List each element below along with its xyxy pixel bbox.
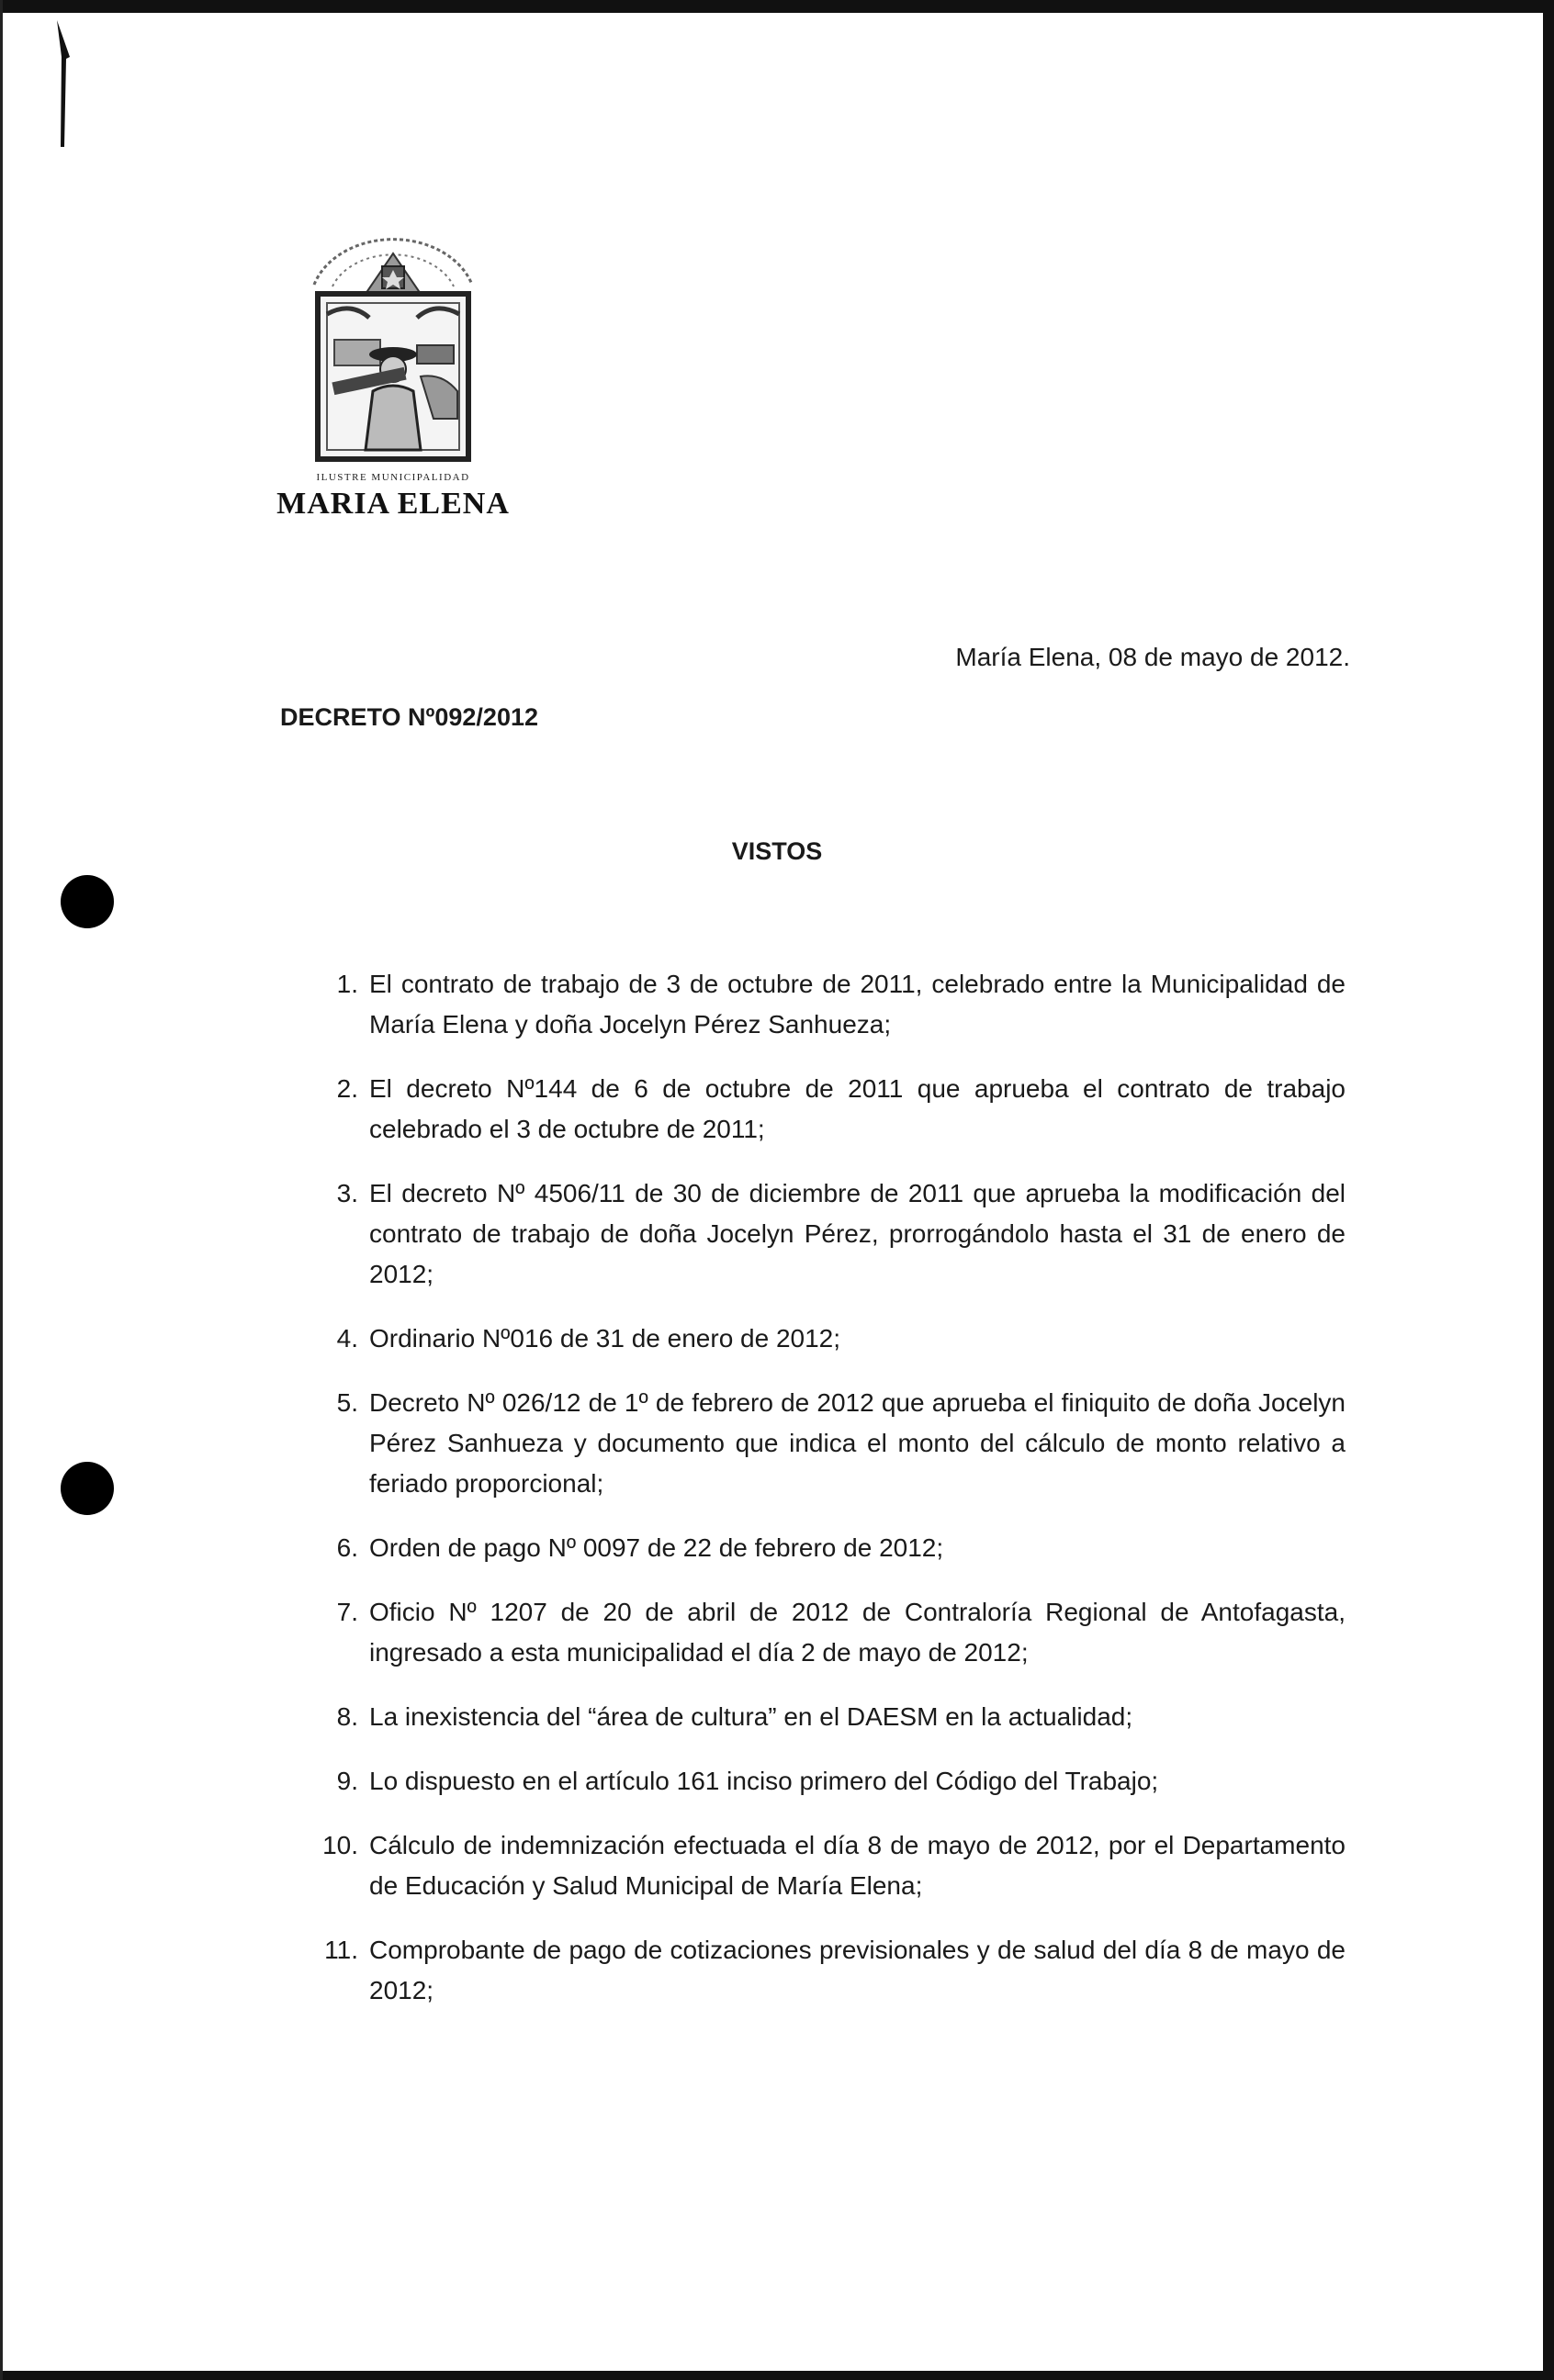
list-item — [303, 1592, 1346, 1673]
list-item-text: Ordinario Nº016 de 31 de enero de 2012; — [369, 1324, 841, 1353]
list-item-text: La inexistencia del “área de cultura” en el DAESM en la actualidad; — [369, 1702, 1133, 1731]
list-item-number: 3. — [336, 1179, 358, 1207]
section-heading: VISTOS — [731, 837, 823, 865]
list-item-number: 6. — [336, 1533, 358, 1562]
list-item-text: Cálculo de indemnización efectuada el día 8 de mayo de 2012, por el Departamento de Educación y Salud Municipal de María Elena; — [369, 1831, 1346, 1900]
list-item — [303, 964, 1346, 1045]
list-item — [303, 1069, 1346, 1150]
list-item-number: 11. — [324, 1936, 358, 1964]
list-item — [303, 1528, 1346, 1568]
list-item — [303, 1319, 1346, 1359]
punch-hole-top — [61, 875, 114, 928]
list-item-text: Lo dispuesto en el artículo 161 inciso primero del Código del Trabajo; — [369, 1767, 1159, 1795]
municipality-name: MARIA ELENA — [276, 487, 510, 521]
scan-border-top — [0, 0, 1554, 13]
list-item-number: 7. — [336, 1598, 358, 1626]
list-item-text: Oficio Nº 1207 de 20 de abril de 2012 de Contraloría Regional de Antofagasta, ingresado a esta municipalidad el día 2 de mayo de 2012; — [369, 1598, 1346, 1667]
list-item-number: 9. — [336, 1767, 358, 1795]
list-item-text: Decreto Nº 026/12 de 1º de febrero de 2012 que aprueba el finiquito de doña Jocelyn Pérez Sanhueza y documento que indica el monto del cálculo de monto relativo a feriado proporcional; — [369, 1388, 1346, 1498]
scan-border-right — [1543, 0, 1554, 2380]
list-item — [303, 1825, 1346, 1906]
list-item-number: 2. — [336, 1074, 358, 1103]
document-date: María Elena, 08 de mayo de 2012. — [955, 643, 1350, 671]
municipal-logo — [241, 230, 546, 521]
list-item-text: Orden de pago Nº 0097 de 22 de febrero de 2012; — [369, 1533, 944, 1562]
list-item-number: 10. — [322, 1831, 358, 1859]
decree-number: DECRETO Nº092/2012 — [280, 703, 538, 731]
logo-subtitle: ILUSTRE MUNICIPALIDAD — [316, 472, 470, 483]
list-item — [303, 1173, 1346, 1295]
list-item-number: 4. — [336, 1324, 358, 1353]
list-item-text: Comprobante de pago de cotizaciones previsionales y de salud del día 8 de mayo de 2012; — [369, 1936, 1346, 2004]
coat-of-arms-icon — [296, 230, 490, 466]
scan-artifact-mark — [53, 20, 81, 149]
list-item-text: El contrato de trabajo de 3 de octubre de 2011, celebrado entre la Municipalidad de María Elena y doña Jocelyn Pérez Sanhueza; — [369, 970, 1346, 1038]
list-item-number: 1. — [336, 970, 358, 998]
punch-hole-bottom — [61, 1462, 114, 1515]
considerations-list — [303, 964, 1346, 2035]
scan-border-left — [0, 0, 3, 2380]
list-item — [303, 1930, 1346, 2011]
list-item-text: El decreto Nº 4506/11 de 30 de diciembre de 2011 que aprueba la modificación del contrato de trabajo de doña Jocelyn Pérez, prorrogándolo hasta el 31 de enero de 2012; — [369, 1179, 1346, 1288]
list-item — [303, 1761, 1346, 1802]
scan-border-bottom — [0, 2371, 1554, 2380]
list-item-number: 5. — [336, 1388, 358, 1417]
list-item-number: 8. — [336, 1702, 358, 1731]
list-item — [303, 1697, 1346, 1737]
list-item — [303, 1383, 1346, 1504]
list-item-text: El decreto Nº144 de 6 de octubre de 2011 que aprueba el contrato de trabajo celebrado el 3 de octubre de 2011; — [369, 1074, 1346, 1143]
